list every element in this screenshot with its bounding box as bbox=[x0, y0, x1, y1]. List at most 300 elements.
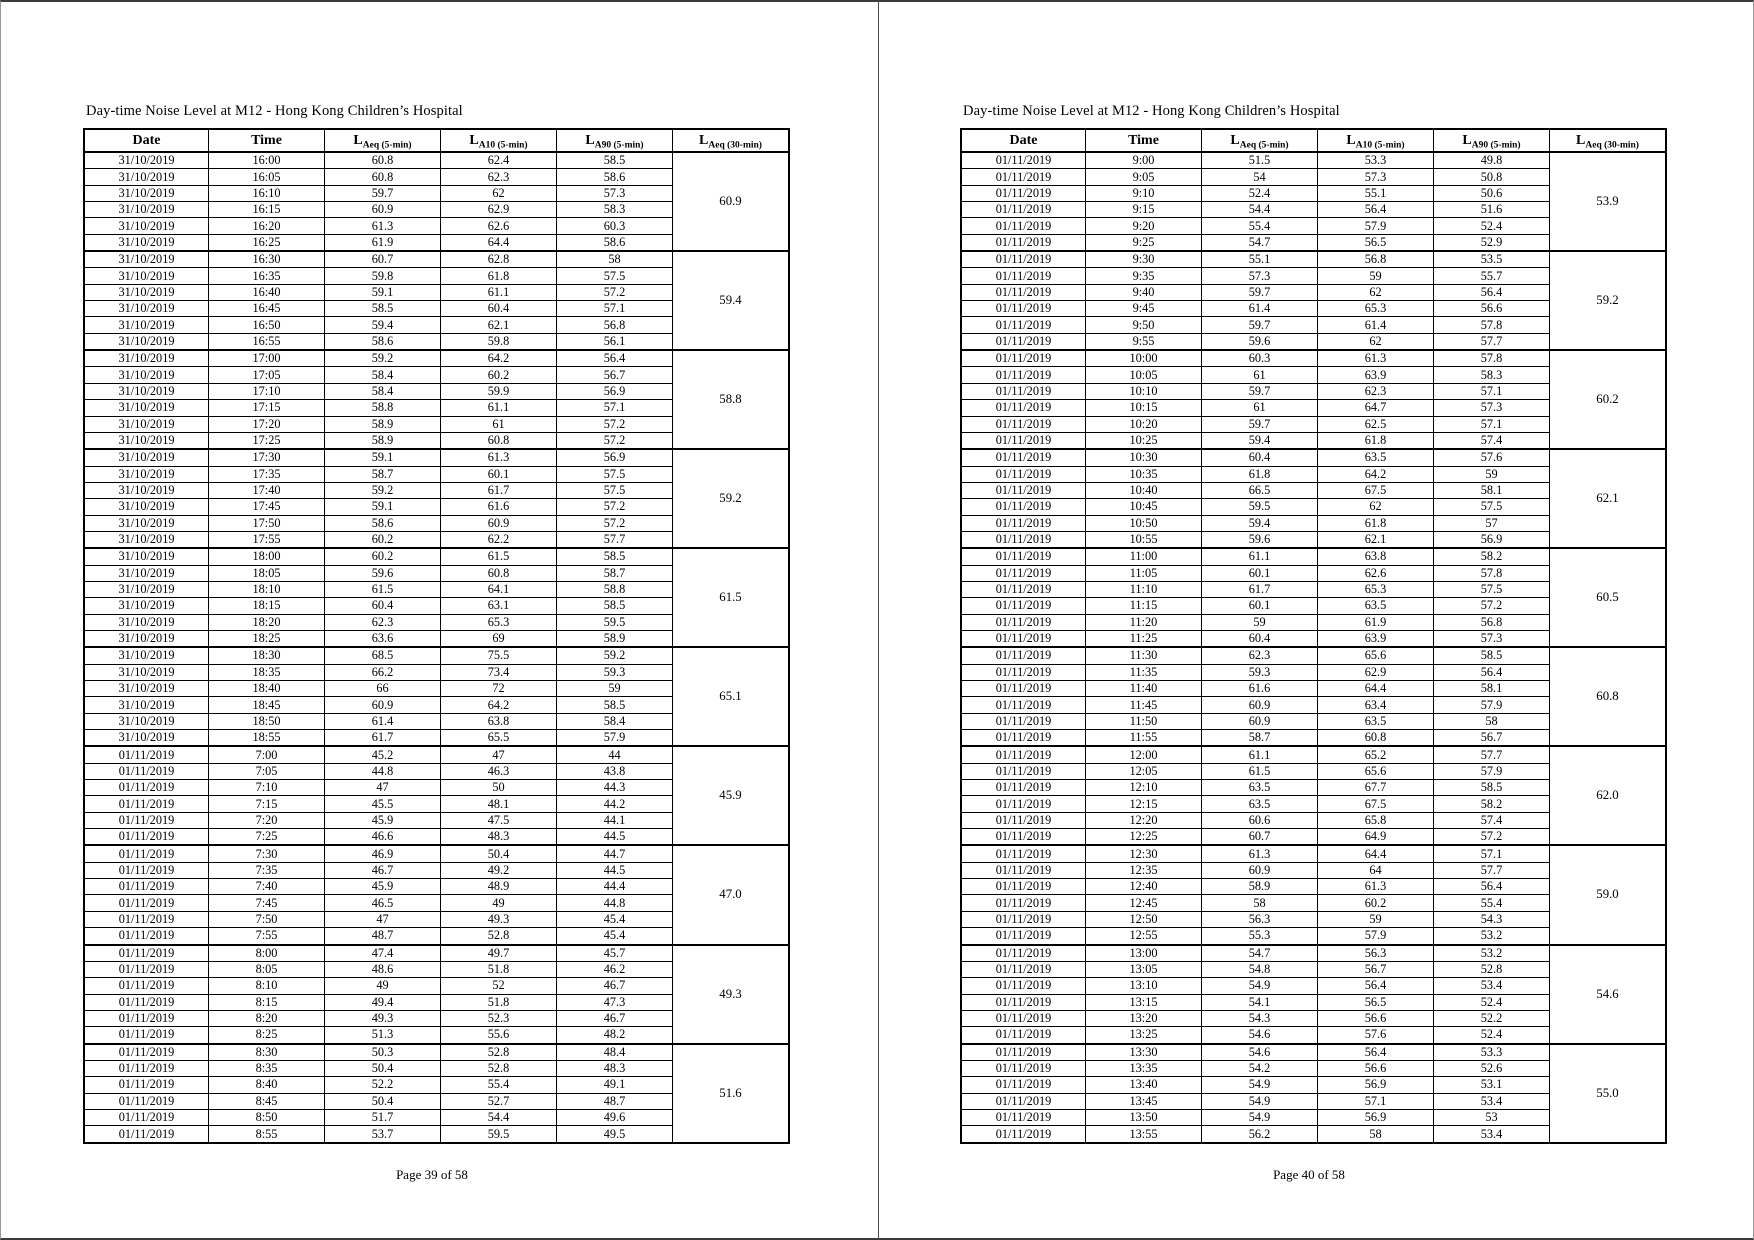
table-cell: 60.2 bbox=[325, 531, 441, 548]
table-cell: 64.1 bbox=[441, 581, 557, 597]
table-cell: 55.7 bbox=[1434, 268, 1550, 284]
table-cell: 61.3 bbox=[1318, 350, 1434, 367]
table-cell: 51.7 bbox=[325, 1109, 441, 1125]
table-cell: 16:20 bbox=[209, 218, 325, 234]
table-cell: 67.7 bbox=[1318, 780, 1434, 796]
table-cell: 8:10 bbox=[209, 978, 325, 994]
table-cell: 59.4 bbox=[1202, 432, 1318, 449]
table-cell: 51.3 bbox=[325, 1027, 441, 1044]
table-cell: 45.7 bbox=[557, 945, 673, 962]
table-cell: 57.7 bbox=[1434, 862, 1550, 878]
table-cell: 64.4 bbox=[1318, 845, 1434, 862]
table-cell: 58.6 bbox=[325, 333, 441, 350]
table-cell: 8:05 bbox=[209, 961, 325, 977]
table-cell: 61.5 bbox=[1202, 763, 1318, 779]
table-cell: 53.3 bbox=[1318, 152, 1434, 169]
table-cell: 01/11/2019 bbox=[961, 713, 1086, 729]
table-cell: 13:05 bbox=[1086, 961, 1202, 977]
table-cell: 31/10/2019 bbox=[84, 234, 209, 251]
table-cell: 59.5 bbox=[441, 1126, 557, 1143]
table-cell: 60.8 bbox=[325, 152, 441, 169]
table-cell: 7:30 bbox=[209, 845, 325, 862]
table-cell: 31/10/2019 bbox=[84, 482, 209, 498]
table-cell: 17:05 bbox=[209, 367, 325, 383]
table-cell: 58.4 bbox=[557, 713, 673, 729]
table-cell: 57.5 bbox=[557, 268, 673, 284]
table-cell: 63.6 bbox=[325, 630, 441, 647]
table-cell: 7:40 bbox=[209, 879, 325, 895]
table-cell: 01/11/2019 bbox=[84, 1109, 209, 1125]
laeq30-cell: 49.3 bbox=[673, 945, 790, 1044]
table-cell: 49.4 bbox=[325, 994, 441, 1010]
table-cell: 59.2 bbox=[325, 350, 441, 367]
table-cell: 60.7 bbox=[325, 251, 441, 268]
table-cell: 11:35 bbox=[1086, 664, 1202, 680]
table-cell: 31/10/2019 bbox=[84, 565, 209, 581]
table-cell: 65.6 bbox=[1318, 647, 1434, 664]
table-cell: 54.7 bbox=[1202, 945, 1318, 962]
table-cell: 01/11/2019 bbox=[961, 565, 1086, 581]
table-cell: 44.2 bbox=[557, 796, 673, 812]
table-cell: 01/11/2019 bbox=[961, 432, 1086, 449]
table-cell: 60.9 bbox=[441, 515, 557, 531]
table-cell: 8:25 bbox=[209, 1027, 325, 1044]
table-cell: 55.3 bbox=[1202, 928, 1318, 945]
table-cell: 48.2 bbox=[557, 1027, 673, 1044]
table-cell: 17:00 bbox=[209, 350, 325, 367]
table-cell: 11:10 bbox=[1086, 581, 1202, 597]
table-cell: 01/11/2019 bbox=[961, 234, 1086, 251]
table-cell: 60.8 bbox=[441, 565, 557, 581]
table-cell: 52 bbox=[441, 978, 557, 994]
table-cell: 18:30 bbox=[209, 647, 325, 664]
table-cell: 57.1 bbox=[557, 301, 673, 317]
table-cell: 31/10/2019 bbox=[84, 531, 209, 548]
table-cell: 57.9 bbox=[1434, 763, 1550, 779]
table-cell: 01/11/2019 bbox=[84, 1077, 209, 1093]
table-cell: 58.6 bbox=[325, 515, 441, 531]
laeq30-cell: 60.8 bbox=[1550, 647, 1667, 746]
laeq30-cell: 54.6 bbox=[1550, 945, 1667, 1044]
table-cell: 61.3 bbox=[325, 218, 441, 234]
table-cell: 57.2 bbox=[557, 515, 673, 531]
table-cell: 9:25 bbox=[1086, 234, 1202, 251]
table-cell: 11:25 bbox=[1086, 630, 1202, 647]
table-cell: 54.4 bbox=[441, 1109, 557, 1125]
table-cell: 13:20 bbox=[1086, 1010, 1202, 1026]
table-cell: 13:10 bbox=[1086, 978, 1202, 994]
table-cell: 01/11/2019 bbox=[84, 945, 209, 962]
table-cell: 48.1 bbox=[441, 796, 557, 812]
table-row bbox=[961, 647, 1666, 664]
table-cell: 56.4 bbox=[1318, 1044, 1434, 1061]
table-cell: 58 bbox=[557, 251, 673, 268]
table-cell: 10:00 bbox=[1086, 350, 1202, 367]
table-cell: 31/10/2019 bbox=[84, 499, 209, 515]
table-cell: 63.8 bbox=[1318, 548, 1434, 565]
table-cell: 54.2 bbox=[1202, 1060, 1318, 1076]
table-cell: 46.9 bbox=[325, 845, 441, 862]
table-cell: 59 bbox=[557, 681, 673, 697]
table-cell: 10:30 bbox=[1086, 449, 1202, 466]
table-cell: 46.7 bbox=[325, 862, 441, 878]
table-cell: 58.2 bbox=[1434, 796, 1550, 812]
table-cell: 54.6 bbox=[1202, 1027, 1318, 1044]
table-cell: 44.7 bbox=[557, 845, 673, 862]
table-cell: 60.9 bbox=[1202, 862, 1318, 878]
table-cell: 58.7 bbox=[325, 466, 441, 482]
table-cell: 65.3 bbox=[441, 614, 557, 630]
table-cell: 31/10/2019 bbox=[84, 647, 209, 664]
table-cell: 59.5 bbox=[557, 614, 673, 630]
table-row bbox=[961, 845, 1666, 862]
table-cell: 50.4 bbox=[325, 1060, 441, 1076]
table-cell: 01/11/2019 bbox=[84, 845, 209, 862]
table-cell: 57.1 bbox=[1434, 416, 1550, 432]
table-cell: 58.5 bbox=[1434, 647, 1550, 664]
table-cell: 53.3 bbox=[1434, 1044, 1550, 1061]
table-cell: 8:55 bbox=[209, 1126, 325, 1143]
table-cell: 60.1 bbox=[1202, 598, 1318, 614]
table-cell: 53 bbox=[1434, 1109, 1550, 1125]
table-cell: 53.5 bbox=[1434, 251, 1550, 268]
table-cell: 16:15 bbox=[209, 202, 325, 218]
table-cell: 17:50 bbox=[209, 515, 325, 531]
column-header: $L_{A90 (5-min)}$ bbox=[1434, 129, 1550, 152]
table-cell: 63.5 bbox=[1202, 796, 1318, 812]
table-cell: 01/11/2019 bbox=[961, 1093, 1086, 1109]
table-cell: 17:25 bbox=[209, 432, 325, 449]
table-cell: 16:35 bbox=[209, 268, 325, 284]
table-cell: 58.3 bbox=[557, 202, 673, 218]
table-cell: 54.7 bbox=[1202, 234, 1318, 251]
table-cell: 31/10/2019 bbox=[84, 614, 209, 630]
table-cell: 46.7 bbox=[557, 1010, 673, 1026]
table-cell: 55.1 bbox=[1318, 185, 1434, 201]
table-cell: 62 bbox=[1318, 284, 1434, 300]
table-cell: 01/11/2019 bbox=[84, 746, 209, 763]
table-cell: 53.4 bbox=[1434, 1093, 1550, 1109]
table-cell: 45.2 bbox=[325, 746, 441, 763]
table-cell: 01/11/2019 bbox=[84, 763, 209, 779]
table-cell: 8:20 bbox=[209, 1010, 325, 1026]
table-cell: 54.1 bbox=[1202, 994, 1318, 1010]
table-cell: 8:50 bbox=[209, 1109, 325, 1125]
column-header: Date bbox=[84, 129, 209, 152]
table-cell: 31/10/2019 bbox=[84, 333, 209, 350]
table-cell: 10:50 bbox=[1086, 515, 1202, 531]
table-cell: 46.6 bbox=[325, 829, 441, 846]
column-header: $L_{Aeq (30-min)}$ bbox=[1550, 129, 1667, 152]
table-cell: 60.1 bbox=[441, 466, 557, 482]
table-cell: 44 bbox=[557, 746, 673, 763]
table-cell: 61.9 bbox=[325, 234, 441, 251]
table-cell: 56.6 bbox=[1318, 1060, 1434, 1076]
table-cell: 56.2 bbox=[1202, 1126, 1318, 1143]
table-cell: 01/11/2019 bbox=[84, 879, 209, 895]
table-cell: 01/11/2019 bbox=[961, 681, 1086, 697]
table-cell: 12:25 bbox=[1086, 829, 1202, 846]
table-cell: 11:15 bbox=[1086, 598, 1202, 614]
table-cell: 13:15 bbox=[1086, 994, 1202, 1010]
table-cell: 65.2 bbox=[1318, 746, 1434, 763]
table-cell: 59.2 bbox=[325, 482, 441, 498]
table-cell: 52.4 bbox=[1434, 994, 1550, 1010]
table-cell: 61.4 bbox=[1318, 317, 1434, 333]
table-cell: 57.1 bbox=[557, 400, 673, 416]
table-cell: 50.4 bbox=[325, 1093, 441, 1109]
table-cell: 52.4 bbox=[1202, 185, 1318, 201]
table-cell: 56.4 bbox=[1434, 664, 1550, 680]
table-cell: 44.3 bbox=[557, 780, 673, 796]
table-cell: 49 bbox=[441, 895, 557, 911]
table-cell: 57.8 bbox=[1434, 317, 1550, 333]
table-cell: 48.9 bbox=[441, 879, 557, 895]
table-cell: 01/11/2019 bbox=[961, 202, 1086, 218]
table-cell: 60.1 bbox=[1202, 565, 1318, 581]
table-cell: 61.1 bbox=[1202, 548, 1318, 565]
table-cell: 01/11/2019 bbox=[961, 1109, 1086, 1125]
table-cell: 72 bbox=[441, 681, 557, 697]
table-cell: 63.8 bbox=[441, 713, 557, 729]
noise-level-table bbox=[960, 128, 1667, 1144]
table-cell: 17:30 bbox=[209, 449, 325, 466]
table-cell: 59.7 bbox=[1202, 383, 1318, 399]
table-cell: 49.7 bbox=[441, 945, 557, 962]
table-row bbox=[961, 449, 1666, 466]
table-cell: 7:00 bbox=[209, 746, 325, 763]
table-cell: 61.5 bbox=[325, 581, 441, 597]
table-cell: 57.9 bbox=[1434, 697, 1550, 713]
table-cell: 01/11/2019 bbox=[84, 829, 209, 846]
table-cell: 01/11/2019 bbox=[961, 581, 1086, 597]
table-cell: 31/10/2019 bbox=[84, 697, 209, 713]
table-cell: 64.2 bbox=[1318, 466, 1434, 482]
table-cell: 50.3 bbox=[325, 1044, 441, 1061]
header-row bbox=[84, 129, 789, 152]
table-cell: 48.4 bbox=[557, 1044, 673, 1061]
table-cell: 62.9 bbox=[441, 202, 557, 218]
table-cell: 57.5 bbox=[1434, 499, 1550, 515]
table-cell: 01/11/2019 bbox=[961, 317, 1086, 333]
table-cell: 13:30 bbox=[1086, 1044, 1202, 1061]
table-cell: 01/11/2019 bbox=[961, 466, 1086, 482]
table-cell: 63.5 bbox=[1202, 780, 1318, 796]
table-cell: 62.9 bbox=[1318, 664, 1434, 680]
table-cell: 01/11/2019 bbox=[961, 416, 1086, 432]
laeq30-cell: 62.0 bbox=[1550, 746, 1667, 845]
table-cell: 01/11/2019 bbox=[84, 1044, 209, 1061]
table-cell: 61.7 bbox=[1202, 581, 1318, 597]
table-cell: 01/11/2019 bbox=[961, 1060, 1086, 1076]
column-header: $L_{A90 (5-min)}$ bbox=[557, 129, 673, 152]
table-cell: 10:20 bbox=[1086, 416, 1202, 432]
table-cell: 01/11/2019 bbox=[961, 961, 1086, 977]
table-cell: 31/10/2019 bbox=[84, 400, 209, 416]
table-cell: 13:45 bbox=[1086, 1093, 1202, 1109]
table-cell: 56.3 bbox=[1318, 945, 1434, 962]
table-cell: 49.2 bbox=[441, 862, 557, 878]
column-header: Time bbox=[209, 129, 325, 152]
table-cell: 01/11/2019 bbox=[961, 169, 1086, 185]
table-cell: 57.9 bbox=[1318, 218, 1434, 234]
table-cell: 60.9 bbox=[1202, 697, 1318, 713]
table-cell: 01/11/2019 bbox=[961, 697, 1086, 713]
table-cell: 52.4 bbox=[1434, 218, 1550, 234]
table-cell: 60.8 bbox=[441, 432, 557, 449]
table-row bbox=[84, 647, 789, 664]
table-cell: 16:05 bbox=[209, 169, 325, 185]
table-cell: 56.8 bbox=[1318, 251, 1434, 268]
table-cell: 18:45 bbox=[209, 697, 325, 713]
table-cell: 31/10/2019 bbox=[84, 251, 209, 268]
table-cell: 57.3 bbox=[1434, 400, 1550, 416]
table-cell: 59.8 bbox=[325, 268, 441, 284]
table-row bbox=[961, 1044, 1666, 1061]
table-cell: 67.5 bbox=[1318, 796, 1434, 812]
table-cell: 60.7 bbox=[1202, 829, 1318, 846]
table-cell: 01/11/2019 bbox=[84, 895, 209, 911]
table-cell: 58.4 bbox=[325, 367, 441, 383]
table-cell: 31/10/2019 bbox=[84, 581, 209, 597]
table-cell: 45.4 bbox=[557, 911, 673, 927]
table-cell: 7:10 bbox=[209, 780, 325, 796]
table-cell: 13:50 bbox=[1086, 1109, 1202, 1125]
table-cell: 50 bbox=[441, 780, 557, 796]
laeq30-cell: 59.2 bbox=[673, 449, 790, 548]
table-cell: 01/11/2019 bbox=[961, 301, 1086, 317]
table-cell: 18:25 bbox=[209, 630, 325, 647]
table-cell: 56.5 bbox=[1318, 234, 1434, 251]
table-cell: 44.5 bbox=[557, 862, 673, 878]
table-cell: 57.5 bbox=[557, 466, 673, 482]
table-cell: 54.9 bbox=[1202, 978, 1318, 994]
table-cell: 61.6 bbox=[441, 499, 557, 515]
table-cell: 59.6 bbox=[325, 565, 441, 581]
table-cell: 58.2 bbox=[1434, 548, 1550, 565]
table-row bbox=[961, 350, 1666, 367]
table-cell: 10:25 bbox=[1086, 432, 1202, 449]
table-cell: 01/11/2019 bbox=[961, 845, 1086, 862]
table-cell: 44.5 bbox=[557, 829, 673, 846]
table-cell: 56.9 bbox=[1318, 1077, 1434, 1093]
table-cell: 47 bbox=[325, 911, 441, 927]
table-cell: 01/11/2019 bbox=[961, 879, 1086, 895]
table-row bbox=[84, 350, 789, 367]
table-cell: 63.5 bbox=[1318, 449, 1434, 466]
table-cell: 57.7 bbox=[1434, 333, 1550, 350]
table-cell: 9:55 bbox=[1086, 333, 1202, 350]
table-cell: 52.2 bbox=[325, 1077, 441, 1093]
table-cell: 31/10/2019 bbox=[84, 367, 209, 383]
table-cell: 58.5 bbox=[557, 598, 673, 614]
table-cell: 52.2 bbox=[1434, 1010, 1550, 1026]
column-header: $L_{Aeq (5-min)}$ bbox=[1202, 129, 1318, 152]
table-cell: 57.3 bbox=[1434, 630, 1550, 647]
table-cell: 61.1 bbox=[441, 400, 557, 416]
table-cell: 68.5 bbox=[325, 647, 441, 664]
table-cell: 11:50 bbox=[1086, 713, 1202, 729]
table-cell: 01/11/2019 bbox=[84, 928, 209, 945]
table-cell: 48.6 bbox=[325, 961, 441, 977]
table-cell: 01/11/2019 bbox=[961, 812, 1086, 828]
table-cell: 60.2 bbox=[325, 548, 441, 565]
table-cell: 59.2 bbox=[557, 647, 673, 664]
table-cell: 47.4 bbox=[325, 945, 441, 962]
table-cell: 01/11/2019 bbox=[961, 614, 1086, 630]
table-cell: 58.1 bbox=[1434, 681, 1550, 697]
table-cell: 17:35 bbox=[209, 466, 325, 482]
column-header: Date bbox=[961, 129, 1086, 152]
table-cell: 60.9 bbox=[325, 697, 441, 713]
table-cell: 13:00 bbox=[1086, 945, 1202, 962]
table-cell: 01/11/2019 bbox=[961, 928, 1086, 945]
table-cell: 01/11/2019 bbox=[961, 268, 1086, 284]
table-cell: 17:15 bbox=[209, 400, 325, 416]
table-cell: 12:45 bbox=[1086, 895, 1202, 911]
table-cell: 31/10/2019 bbox=[84, 449, 209, 466]
table-cell: 73.4 bbox=[441, 664, 557, 680]
table-row bbox=[84, 449, 789, 466]
table-cell: 58 bbox=[1202, 895, 1318, 911]
table-cell: 01/11/2019 bbox=[961, 284, 1086, 300]
table-cell: 18:50 bbox=[209, 713, 325, 729]
table-cell: 57.3 bbox=[1318, 169, 1434, 185]
table-cell: 01/11/2019 bbox=[961, 911, 1086, 927]
table-cell: 11:00 bbox=[1086, 548, 1202, 565]
table-row bbox=[961, 945, 1666, 962]
table-cell: 16:30 bbox=[209, 251, 325, 268]
table-cell: 8:15 bbox=[209, 994, 325, 1010]
table-cell: 18:10 bbox=[209, 581, 325, 597]
table-cell: 01/11/2019 bbox=[961, 664, 1086, 680]
table-cell: 31/10/2019 bbox=[84, 152, 209, 169]
table-cell: 31/10/2019 bbox=[84, 284, 209, 300]
table-cell: 18:55 bbox=[209, 730, 325, 747]
table-cell: 50.8 bbox=[1434, 169, 1550, 185]
table-cell: 52.8 bbox=[441, 1044, 557, 1061]
table-cell: 51.8 bbox=[441, 961, 557, 977]
table-cell: 31/10/2019 bbox=[84, 202, 209, 218]
table-cell: 61.8 bbox=[441, 268, 557, 284]
table-cell: 63.4 bbox=[1318, 697, 1434, 713]
table-cell: 10:10 bbox=[1086, 383, 1202, 399]
table-cell: 58.9 bbox=[1202, 879, 1318, 895]
table-cell: 45.9 bbox=[325, 879, 441, 895]
table-cell: 61.7 bbox=[325, 730, 441, 747]
table-cell: 66 bbox=[325, 681, 441, 697]
table-cell: 60.3 bbox=[557, 218, 673, 234]
table-cell: 01/11/2019 bbox=[961, 333, 1086, 350]
table-cell: 65.3 bbox=[1318, 581, 1434, 597]
table-cell: 58.5 bbox=[325, 301, 441, 317]
table-cell: 01/11/2019 bbox=[961, 1044, 1086, 1061]
laeq30-cell: 59.0 bbox=[1550, 845, 1667, 944]
table-cell: 10:05 bbox=[1086, 367, 1202, 383]
table-cell: 66.5 bbox=[1202, 482, 1318, 498]
table-cell: 46.7 bbox=[557, 978, 673, 994]
table-cell: 46.3 bbox=[441, 763, 557, 779]
table-cell: 49.8 bbox=[1434, 152, 1550, 169]
table-cell: 61.4 bbox=[1202, 301, 1318, 317]
table-cell: 10:55 bbox=[1086, 531, 1202, 548]
table-cell: 54.9 bbox=[1202, 1077, 1318, 1093]
table-cell: 01/11/2019 bbox=[961, 647, 1086, 664]
table-cell: 12:30 bbox=[1086, 845, 1202, 862]
table-cell: 12:35 bbox=[1086, 862, 1202, 878]
table-cell: 11:05 bbox=[1086, 565, 1202, 581]
table-cell: 11:55 bbox=[1086, 730, 1202, 747]
